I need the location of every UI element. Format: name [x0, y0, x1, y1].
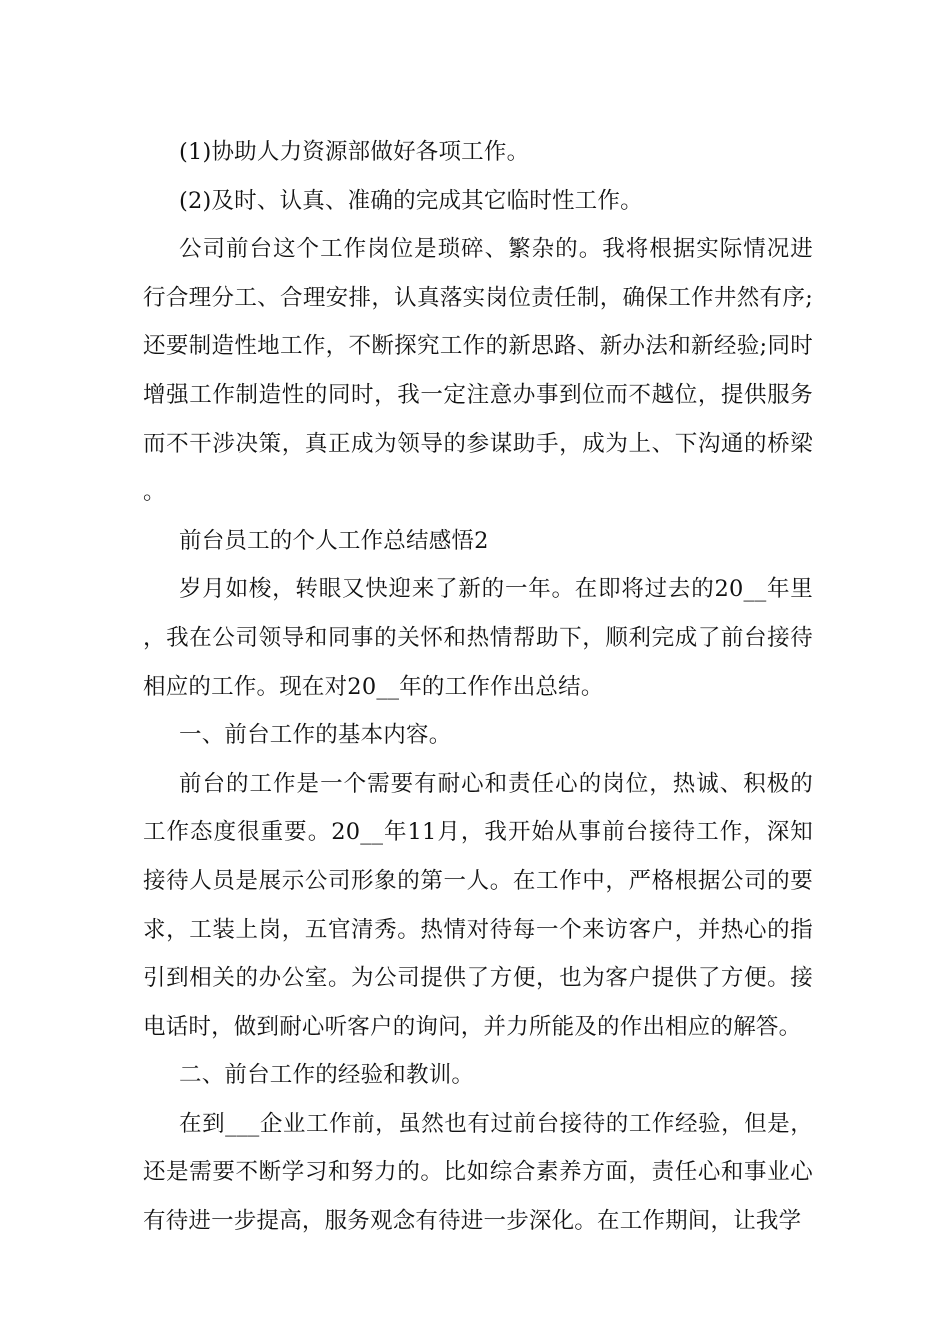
- paragraph-front-desk-plan: 公司前台这个工作岗位是琐碎、繁杂的。我将根据实际情况进行合理分工、合理安排，认真落实岗位责任制，确保工作井然有序;还要制造性地工作，不断探究工作的新思路、新办法和新经验;同时增强工作制造性的同时，我一定注意办事到位而不越位，提供服务而不干涉决策，真正成为领导的参谋助手，成为上、下沟通的桥梁。: [143, 236, 813, 506]
- paragraph-year-intro: 岁月如梭，转眼又快迎来了新的一年。在即将过去的20__年里，我在公司领导和同事的关怀和热情帮助下，顺利完成了前台接待相应的工作。现在对20__年的工作作出总结。: [143, 576, 813, 700]
- paragraph-experience-lessons: 在到___企业工作前，虽然也有过前台接待的工作经验，但是，还是需要不断学习和努力的。比如综合素养方面，责任心和事业心有待进一步提高，服务观念有待进一步深化。在工作期间，让我学: [143, 1110, 813, 1235]
- paragraph-duty-2: (2)及时、认真、准确的完成其它临时性工作。: [179, 187, 643, 214]
- document-body: [143, 128, 813, 1246]
- paragraph-basic-content: 前台的工作是一个需要有耐心和责任心的岗位，热诚、积极的工作态度很重要。20__年11月，我开始从事前台接待工作，深知接待人员是展示公司形象的第一人。在工作中，严格根据公司的要求，工装上岗，五官清秀。热情对待每一个来访客户，并热心的指引到相关的办公室。为公司提供了方便，也为客户提供了方便。接电话时，做到耐心听客户的询问，并力所能及的作出相应的解答。: [143, 770, 813, 1040]
- heading-experience-lessons: 二、前台工作的经验和教训。: [179, 1062, 475, 1089]
- paragraph-duty-1: (1)协助人力资源部做好各项工作。: [179, 139, 530, 165]
- heading-basic-content: 一、前台工作的基本内容。: [179, 722, 452, 749]
- section-heading-summary-2: 前台员工的个人工作总结感悟2: [179, 527, 489, 554]
